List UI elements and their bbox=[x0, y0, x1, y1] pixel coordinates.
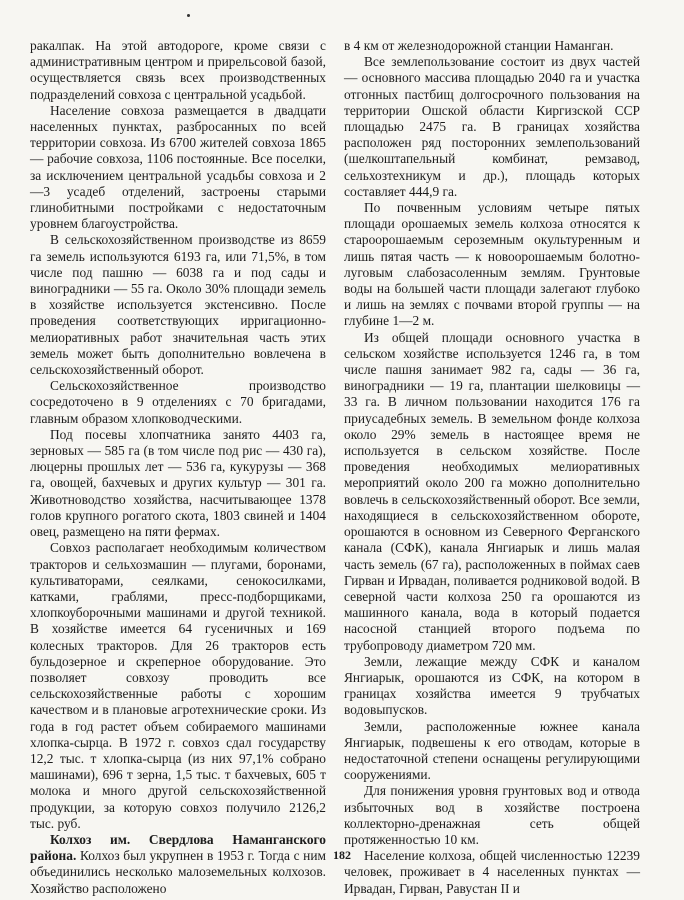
paragraph: По почвенным условиям четыре пятых площади орошаемых земель колхоза относятся к староорошаемым сероземным окультуренным и лишь пятая часть — к новоорошаемым болотно-луговым слабозасоленным землям. Грунтовые воды на большей части площади залегают глубоко и лишь на землях с почвами второй группы — на глубине 1—2 м. bbox=[344, 200, 640, 329]
left-column bbox=[30, 38, 326, 897]
page-number: 182 bbox=[333, 848, 351, 862]
paragraph: В сельскохозяйственном производстве из 8659 га земель используются 6193 га, или 71,5%, в том числе под пашню — 6038 га и под сады и виноградники — 55 га. Около 30% площади земель в хозяйстве используется экстенсивно. После проведения соответствующих ирригационно-мелиоративных работ значительная часть этих земель может быть дополнительно вовлечена в сельскохозяйственный оборот. bbox=[30, 232, 326, 378]
paragraph: Население совхоза размещается в двадцати населенных пунктах, разбросанных по всей территории совхоза. Из 6700 жителей совхоза 1865 — рабочие совхоза, 1106 постоянные. Все поселки, за исключением центральной усадьбы совхоза и 2—3 усадеб отделений, застроены старыми глинобитными постройками с недостаточным уровнем благоустройства. bbox=[30, 102, 326, 232]
paragraph: Сельскохозяйственное производство сосредоточено в 9 отделениях с 70 бригадами, главным образом хлопководческими. bbox=[30, 378, 326, 426]
paragraph: Земли, расположенные южнее канала Янгиарык, подвешены к его отводам, которые в недостаточной степени оснащены регулирующими сооружениями. bbox=[344, 718, 640, 783]
paragraph: Совхоз располагает необходимым количеством тракторов и сельхозмашин — плугами, боронами, культиваторами, сеялками, сенокосилками, катками, граблями, пресс-подборщиками, хлопкоуборочными машинами и другой техникой. В хозяйстве имеется 64 гусеничных и 169 колесных тракторов. Для 26 тракторов есть бульдозерное и скреперное оборудование. Это позволяет совхозу проводить все сельскохозяйственные работы с хорошим качеством и в плановые агротехнические сроки. Из года в год растет объем собираемого машинами хлопка-сырца. В 1972 г. совхоз сдал государству 12,2 тыс. т хлопка-сырца (из них 97,1% собрано машинами), 696 т зерна, 1,5 тыс. т бахчевых, 605 т молока и много другой сельскохозяйственной продукции, за которую совхоз получило 2126,2 тыс. руб. bbox=[30, 540, 326, 831]
paragraph: Земли, лежащие между СФК и каналом Янгиарык, орошаются из СФК, на котором в границах хозяйства имеется 9 трубчатых водовыпусков. bbox=[344, 653, 640, 718]
section-paragraph bbox=[30, 832, 326, 897]
paragraph: Население колхоза, общей численностью 12239 человек, проживает в 4 населенных пунктах — Ирвадан, Гирван, Равустан II и bbox=[344, 848, 640, 896]
paragraph: Под посевы хлопчатника занято 4403 га, зерновых — 585 га (в том числе под рис — 430 га), люцерны прошлых лет — 536 га, кукурузы — 368 га, овощей, бахчевых и других культур — 301 га. Животноводство хозяйства, насчитывающее 1378 голов крупного рогатого скота, 1803 свиней и 1404 овец, размещено на пяти фермах. bbox=[30, 426, 326, 540]
section-text: Колхоз был укрупнен в 1953 г. Тогда с ним объединились несколько малоземельных колхозов. Хозяйство расположено bbox=[30, 848, 326, 896]
paragraph: ракалпак. На этой автодороге, кроме связи с административным центром и прирельсовой базой, осуществляется связь всех производственных подразделений совхоза с центральной усадьбой. bbox=[30, 38, 326, 102]
section-heading: Колхоз им. Свердлова Наманганского района. bbox=[30, 831, 326, 864]
paragraph: Из общей площади основного участка в сельском хозяйстве используется 1246 га, в том числе пашня занимает 982 га, сады — 36 га, виноградники — 19 га, плантации шелковицы — 33 га. В личном пользовании находится 176 га приусадебных земель. В земельном фонде колхоза около 29% земель в настоящее время не используется в сельском хозяйстве. После проведения необходимых мелиоративных мероприятий около 200 га можно дополнительно вовлечь в сельскохозяйственный оборот. Все земли, находящиеся в сельскохозяйственном обороте, орошаются в основном из Северного Ферганского канала (СФК), канала Янгиарык и лишь малая часть земель (67 га), расположенных в поймах саев Гирван и Ирвадан, поливается родниковой водой. В северной части колхоза 250 га орошаются из машинного канала, вода в который подается насосной станцией второго подъема по трубопроводу диаметром 720 мм. bbox=[344, 329, 640, 653]
paragraph: Все землепользование состоит из двух частей — основного массива площадью 2040 га и участка отгонных пастбищ долгосрочного пользования на территории Ошской области Киргизской ССР площадью 2475 га. В границах хозяйства расположен ряд посторонних землепользований (шелкоштапельный комбинат, ремзавод, сельхозтехникум и др.), площадь которых составляет 444,9 га. bbox=[344, 54, 640, 199]
printer-mark bbox=[187, 14, 190, 17]
right-column bbox=[344, 38, 640, 897]
paragraph: в 4 км от железнодорожной станции Наманган. bbox=[344, 38, 614, 53]
paragraph: Для понижения уровня грунтовых вод и отвода избыточных вод в хозяйстве построена коллекторно-дренажная сеть общей протяженностью 10 км. bbox=[344, 783, 640, 847]
